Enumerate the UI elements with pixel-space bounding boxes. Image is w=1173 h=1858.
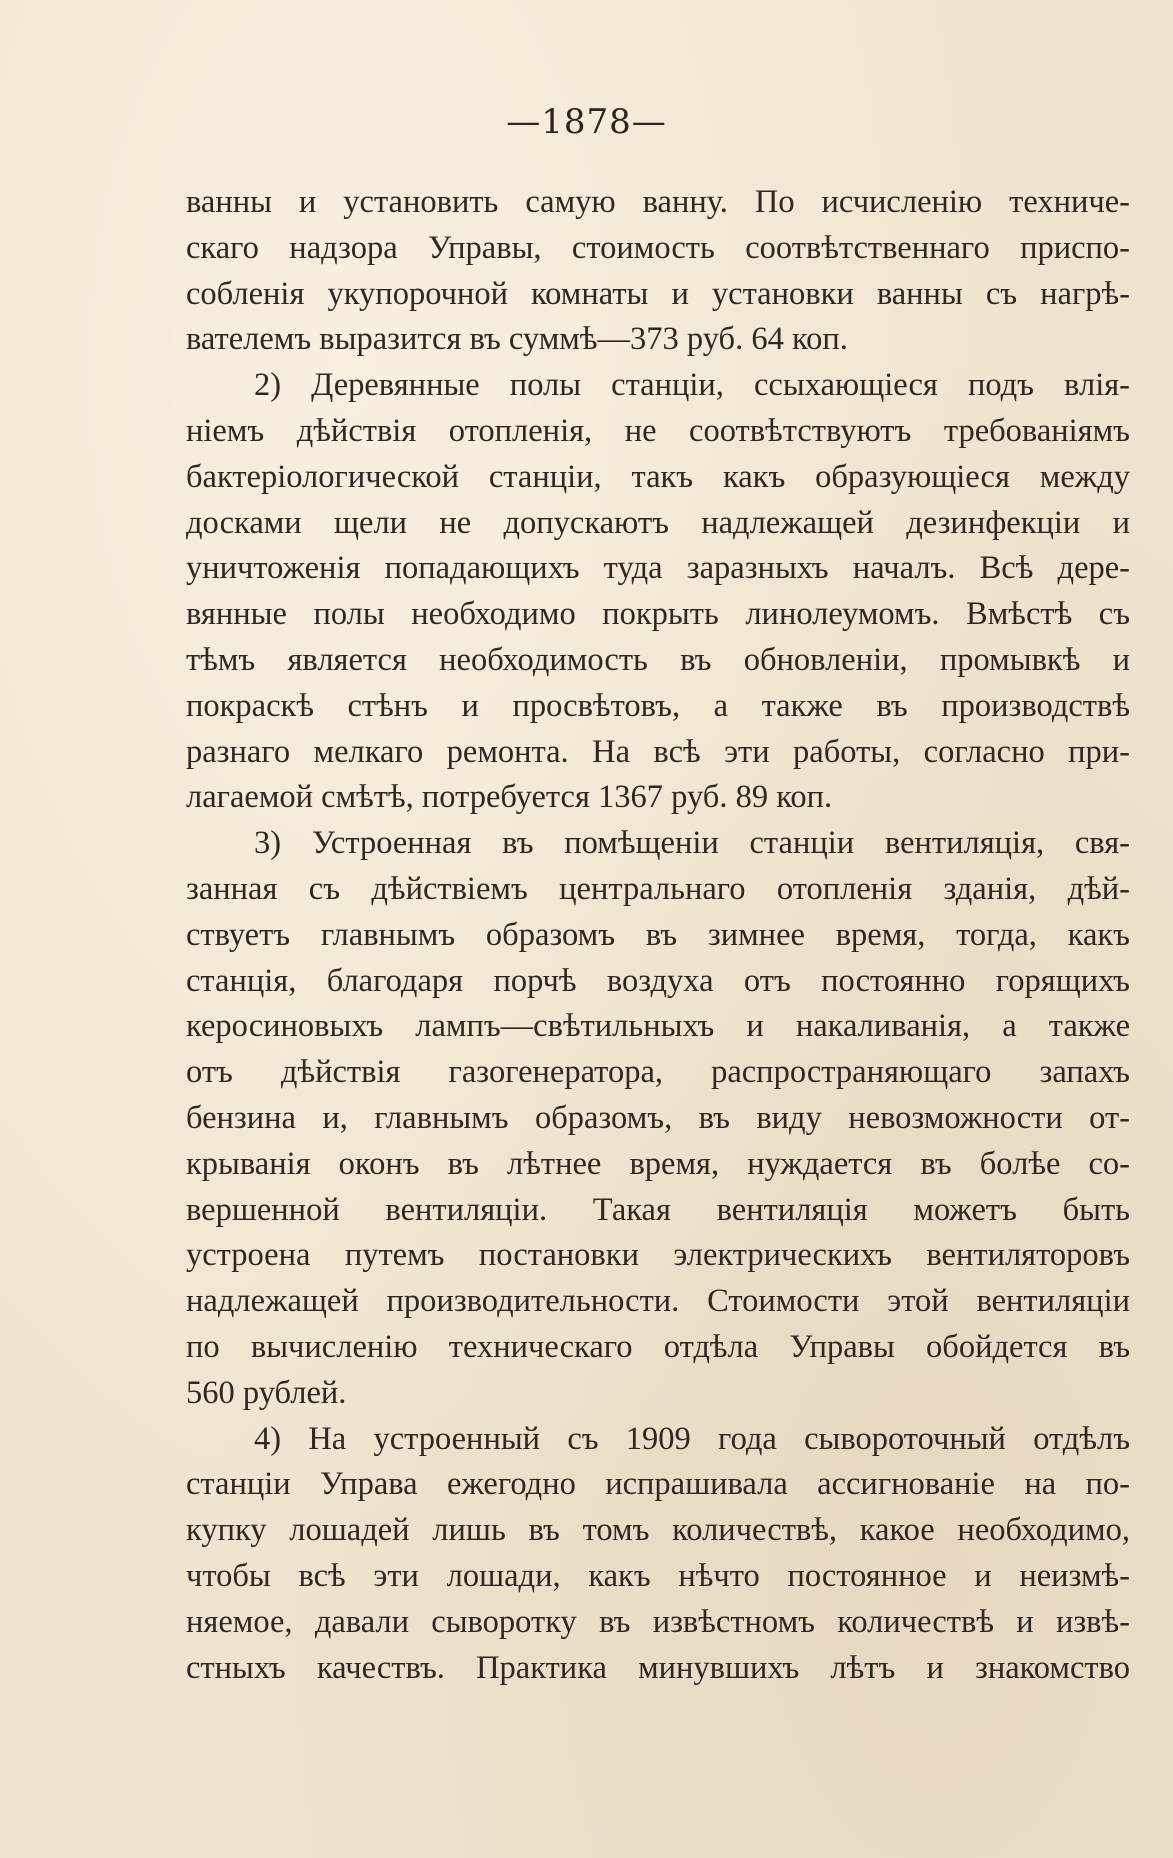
text-line: по вычисленію техническаго отдѣла Управы обойдется въ (186, 1328, 1130, 1365)
text-line: устроена путемъ постановки электрическихъ вентиляторовъ (186, 1237, 1130, 1274)
text-line: няемое, давали сыворотку въ извѣстномъ количествѣ и извѣ- (186, 1603, 1130, 1640)
text-line: вершенной вентиляціи. Такая вентиляція можетъ быть (186, 1191, 1130, 1228)
text-line: ванны и установить самую ванну. По исчисленію техниче- (186, 184, 1130, 220)
text-line: бактеріологической станціи, такъ какъ образующіеся между (186, 458, 1130, 495)
text-line: стныхъ качествъ. Практика минувшихъ лѣтъ и знакомство (186, 1649, 1130, 1686)
text-line: досками щели не допускаютъ надлежащей дезинфекціи и (186, 504, 1130, 541)
paragraph-start-line: 3) Устроенная въ помѣщеніи станціи вентиляція, свя- (254, 825, 1130, 862)
text-line: собленія укупорочной комнаты и установки ванны съ нагрѣ- (186, 275, 1130, 312)
text-line: 560 рублей. (186, 1374, 347, 1411)
text-line: чтобы всѣ эти лошади, какъ нѣчто постоянное и неизмѣ- (186, 1557, 1130, 1594)
text-line: станціи Управа ежегодно испрашивала ассигнованіе на по- (186, 1466, 1130, 1503)
text-line: крыванія оконъ въ лѣтнее время, нуждается въ болѣе со- (186, 1145, 1130, 1182)
paragraph-start-line: 4) На устроенный съ 1909 года сывороточный отдѣлъ (254, 1420, 1130, 1457)
text-line: керосиновыхъ лампъ—свѣтильныхъ и накаливанія, а также (186, 1008, 1130, 1045)
text-line: лагаемой смѣтѣ, потребуется 1367 руб. 89 коп. (186, 779, 833, 816)
text-line: отъ дѣйствія газогенератора, распространяющаго запахъ (186, 1054, 1130, 1091)
text-line: тѣмъ является необходимость въ обновленіи, промывкѣ и (186, 641, 1130, 678)
text-line: занная съ дѣйствіемъ центральнаго отопленія зданія, дѣй- (186, 870, 1130, 907)
text-line: станція, благодаря порчѣ воздуха отъ постоянно горящихъ (186, 962, 1130, 999)
body-text (186, 180, 1130, 1691)
text-line: разнаго мелкаго ремонта. На всѣ эти работы, согласно при- (186, 733, 1130, 770)
text-line: уничтоженія попадающихъ туда заразныхъ началъ. Всѣ дере- (186, 550, 1130, 587)
text-line: бензина и, главнымъ образомъ, въ виду невозможности от- (186, 1099, 1130, 1136)
text-line: вателемъ выразится въ суммѣ—373 руб. 64 коп. (186, 321, 848, 358)
page-number: —1878— (506, 102, 667, 142)
text-line: вянные полы необходимо покрыть линолеумомъ. Вмѣстѣ съ (186, 596, 1130, 633)
text-line: скаго надзора Управы, стоимость соотвѣтственнаго приспо- (186, 229, 1130, 266)
text-line: купку лошадей лишь въ томъ количествѣ, какое необходимо, (186, 1512, 1130, 1549)
text-line: ствуетъ главнымъ образомъ въ зимнее время, тогда, какъ (186, 916, 1130, 953)
text-line: ніемъ дѣйствія отопленія, не соотвѣтствуютъ требованіямъ (186, 412, 1130, 449)
text-line: покраскѣ стѣнъ и просвѣтовъ, а также въ производствѣ (186, 687, 1130, 724)
text-line: надлежащей производительности. Стоимости этой вентиляціи (186, 1283, 1130, 1320)
paragraph-start-line: 2) Деревянные полы станціи, ссыхающіеся подъ влія- (254, 367, 1130, 404)
